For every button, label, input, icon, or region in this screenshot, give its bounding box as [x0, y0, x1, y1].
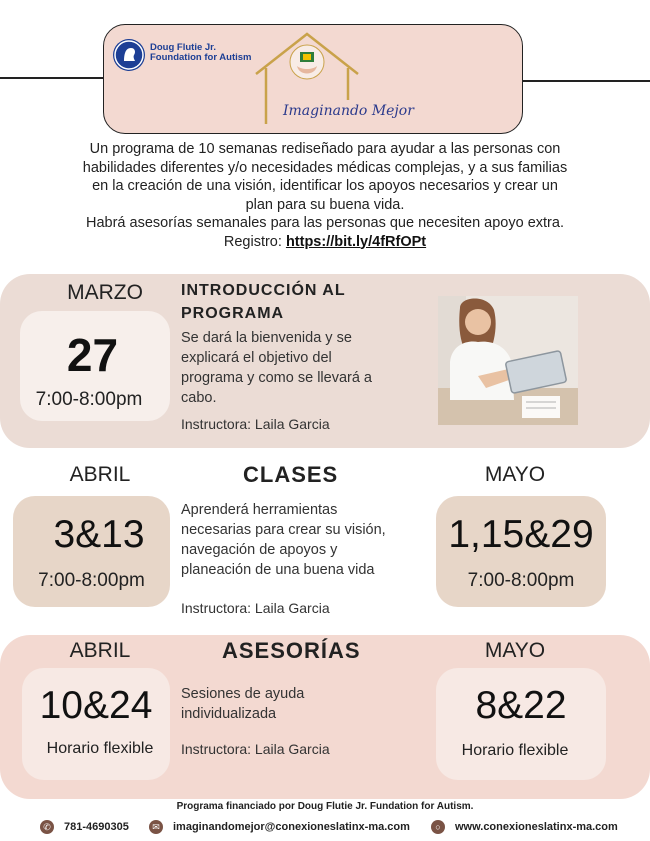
flutie-foundation-logo-icon	[113, 39, 145, 71]
intro-heading-line2: PROGRAMA	[181, 305, 285, 322]
asesorias-right-month: MAYO	[484, 639, 546, 662]
globe-icon: ○	[431, 820, 445, 834]
intro-paragraph	[55, 140, 595, 251]
footer-email[interactable]: imaginandomejor@conexioneslatinx-ma.com	[173, 821, 410, 833]
funding-note: Programa financiado por Doug Flutie Jr. Fundation for Autism.	[176, 801, 474, 812]
clases-instructor: Instructora: Laila Garcia	[181, 600, 330, 616]
asesorias-left-days: 10&24	[39, 684, 153, 727]
clases-description	[181, 500, 386, 580]
clases-heading: CLASES	[243, 462, 339, 487]
clases-left-time: 7:00-8:00pm	[38, 570, 145, 591]
header-line-right	[521, 80, 650, 82]
intro-heading-line1: INTRODUCCIÓN AL	[181, 282, 346, 299]
clases-right-month: MAYO	[484, 463, 546, 486]
asesorias-right-time: Horario flexible	[461, 742, 569, 759]
footer-phone[interactable]: 781-4690305	[64, 821, 129, 833]
foundation-name-line2: Foundation for Autism	[150, 52, 252, 63]
intro-description	[181, 328, 372, 408]
registro-link[interactable]: https://bit.ly/4fRfOPt	[285, 233, 427, 250]
asesorias-description	[181, 684, 304, 724]
clases-desc-line3: navegación de apoyos y	[181, 542, 338, 558]
intro-line-3: en la creación de una visión, identificar los apoyos necesarios y crear un	[92, 178, 558, 194]
foundation-name-line1: Doug Flutie Jr.	[150, 42, 216, 53]
intro-desc-line1: Se dará la bienvenida y se	[181, 330, 352, 346]
clases-left-days: 3&13	[53, 513, 145, 556]
asesorias-right-days: 8&22	[475, 684, 567, 727]
clases-desc-line4: planeación de una buena vida	[181, 562, 375, 578]
asesorias-desc-line1: Sesiones de ayuda	[181, 686, 305, 702]
clases-right-time: 7:00-8:00pm	[467, 570, 575, 591]
intro-line-1: Un programa de 10 semanas rediseñado para ayudar a las personas con	[89, 141, 561, 157]
woman-tablet-photo	[438, 296, 578, 425]
intro-time: 7:00-8:00pm	[35, 389, 143, 410]
registro-label: Registro:	[223, 233, 286, 250]
clases-desc-line1: Aprenderá herramientas	[181, 502, 338, 518]
intro-month: MARZO	[67, 281, 143, 304]
asesorias-left-month: ABRIL	[69, 639, 131, 662]
foundation-name	[150, 43, 252, 63]
asesorias-heading: ASESORÍAS	[222, 638, 361, 663]
intro-heading	[181, 279, 346, 325]
asesorias-instructor: Instructora: Laila Garcia	[181, 741, 330, 757]
header-line-left	[0, 77, 104, 79]
clases-desc-line2: necesarias para crear su visión,	[181, 522, 386, 538]
clases-right-days: 1,15&29	[448, 513, 594, 556]
asesorias-desc-line2: individualizada	[181, 706, 277, 722]
intro-line-4: plan para su buena vida.	[245, 196, 405, 213]
footer-website[interactable]: www.conexioneslatinx-ma.com	[455, 821, 618, 833]
registro-line	[55, 233, 595, 252]
intro-line-2: habilidades diferentes y/o necesidades médicas complejas, y a sus familias	[82, 159, 568, 176]
clases-left-month: ABRIL	[69, 463, 131, 486]
intro-desc-line2: explicará el objetivo del	[181, 350, 332, 366]
asesorias-left-time: Horario flexible	[46, 740, 154, 757]
intro-line-5: Habrá asesorías semanales para las personas que necesiten apoyo extra.	[86, 215, 564, 231]
intro-desc-line3: programa y como se llevará a	[181, 370, 372, 386]
brand-name: Imaginando Mejor	[283, 103, 414, 119]
foundation-logo-text: FLUTIE	[121, 62, 137, 67]
intro-day: 27	[66, 329, 119, 381]
phone-icon: ✆	[40, 820, 54, 834]
intro-instructor: Instructora: Laila Garcia	[181, 416, 330, 432]
email-icon: ✉	[149, 820, 163, 834]
intro-desc-line4: cabo.	[181, 390, 217, 406]
